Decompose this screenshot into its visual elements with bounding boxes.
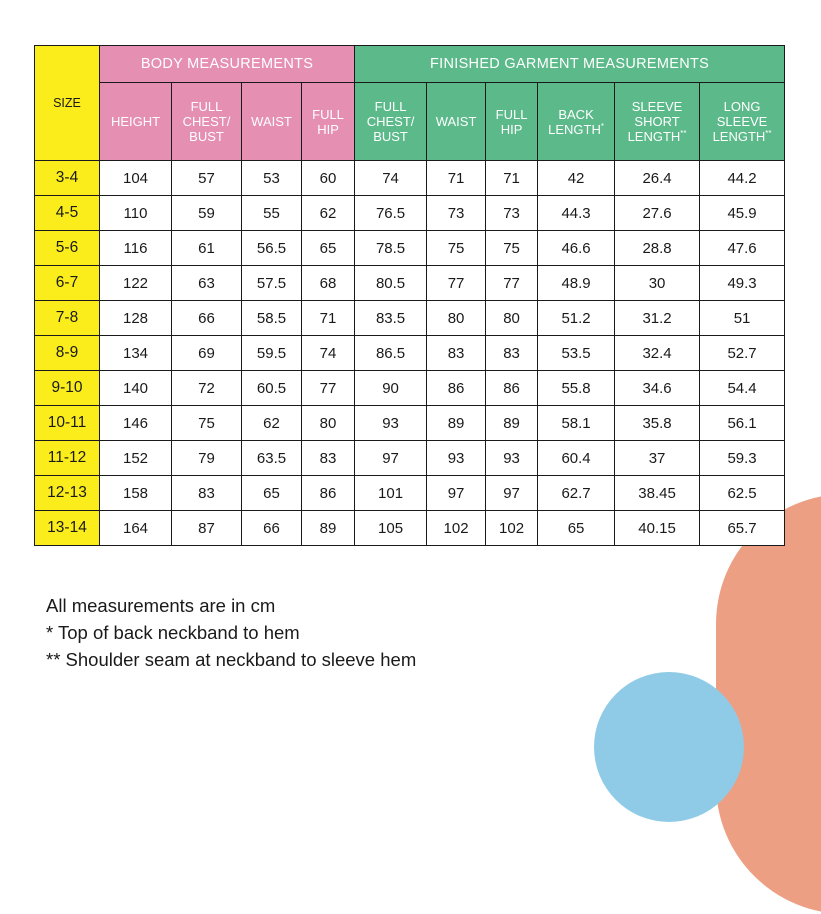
measurement-cell: 60.4 — [538, 441, 615, 476]
measurement-cell: 45.9 — [700, 196, 785, 231]
measurement-cell: 51.2 — [538, 301, 615, 336]
sleeve-short-length-label: SLEEVE SHORT LENGTH — [627, 99, 683, 144]
measurement-cell: 32.4 — [615, 336, 700, 371]
measurement-cell: 75 — [486, 231, 538, 266]
measurement-cell: 62.5 — [700, 476, 785, 511]
measurement-cell: 57 — [172, 161, 242, 196]
measurement-cell: 71 — [302, 301, 355, 336]
measurement-cell: 52.7 — [700, 336, 785, 371]
measurement-cell: 74 — [355, 161, 427, 196]
measurement-cell: 110 — [100, 196, 172, 231]
height-header: HEIGHT — [100, 83, 172, 161]
measurement-cell: 53 — [242, 161, 302, 196]
size-cell: 11-12 — [35, 441, 100, 476]
size-chart-body — [35, 161, 785, 546]
table-row — [35, 406, 785, 441]
column-header-row — [35, 83, 785, 161]
measurement-cell: 97 — [427, 476, 486, 511]
measurement-cell: 152 — [100, 441, 172, 476]
back-length-label: BACK LENGTH — [548, 106, 601, 137]
garment-chest-header: FULL CHEST/ BUST — [355, 83, 427, 161]
long-sleeve-length-header — [700, 83, 785, 161]
measurement-cell: 77 — [486, 266, 538, 301]
body-chest-header: FULL CHEST/ BUST — [172, 83, 242, 161]
measurement-cell: 65.7 — [700, 511, 785, 546]
measurement-cell: 63 — [172, 266, 242, 301]
measurement-cell: 86 — [486, 371, 538, 406]
measurement-cell: 58.5 — [242, 301, 302, 336]
measurement-cell: 80.5 — [355, 266, 427, 301]
measurement-cell: 59 — [172, 196, 242, 231]
garment-hip-header: FULL HIP — [486, 83, 538, 161]
measurement-cell: 158 — [100, 476, 172, 511]
measurement-cell: 60.5 — [242, 371, 302, 406]
body-measurements-header: BODY MEASUREMENTS — [100, 46, 355, 83]
size-cell: 4-5 — [35, 196, 100, 231]
measurement-cell: 78.5 — [355, 231, 427, 266]
long-sleeve-length-label: LONG SLEEVE LENGTH — [712, 99, 768, 144]
measurement-cell: 62 — [302, 196, 355, 231]
back-length-mark: * — [600, 121, 604, 131]
measurement-cell: 72 — [172, 371, 242, 406]
measurement-cell: 75 — [172, 406, 242, 441]
measurement-cell: 59.5 — [242, 336, 302, 371]
garment-waist-header: WAIST — [427, 83, 486, 161]
decorative-salmon-shape — [716, 494, 821, 914]
garment-measurements-header: FINISHED GARMENT MEASUREMENTS — [355, 46, 785, 83]
back-length-header — [538, 83, 615, 161]
measurement-cell: 104 — [100, 161, 172, 196]
body-waist-header: WAIST — [242, 83, 302, 161]
table-row — [35, 476, 785, 511]
measurement-cell: 65 — [538, 511, 615, 546]
measurement-cell: 134 — [100, 336, 172, 371]
measurement-cell: 105 — [355, 511, 427, 546]
units-note: All measurements are in cm — [46, 595, 276, 616]
back-length-footnote: * Top of back neckband to hem — [46, 622, 300, 643]
measurement-cell: 51 — [700, 301, 785, 336]
measurement-cell: 30 — [615, 266, 700, 301]
measurement-cell: 83 — [427, 336, 486, 371]
measurement-cell: 56.5 — [242, 231, 302, 266]
measurement-cell: 34.6 — [615, 371, 700, 406]
measurement-cell: 28.8 — [615, 231, 700, 266]
size-cell: 5-6 — [35, 231, 100, 266]
sleeve-length-footnote: ** Shoulder seam at neckband to sleeve hem — [46, 649, 417, 670]
measurement-cell: 146 — [100, 406, 172, 441]
measurement-cell: 46.6 — [538, 231, 615, 266]
measurement-cell: 102 — [427, 511, 486, 546]
measurement-cell: 37 — [615, 441, 700, 476]
table-row — [35, 511, 785, 546]
measurement-cell: 140 — [100, 371, 172, 406]
measurement-cell: 83 — [486, 336, 538, 371]
measurement-cell: 97 — [355, 441, 427, 476]
body-hip-header: FULL HIP — [302, 83, 355, 161]
measurement-cell: 66 — [172, 301, 242, 336]
measurement-cell: 31.2 — [615, 301, 700, 336]
measurement-cell: 89 — [486, 406, 538, 441]
measurement-cell: 90 — [355, 371, 427, 406]
measurement-cell: 93 — [486, 441, 538, 476]
measurement-cell: 77 — [302, 371, 355, 406]
measurement-cell: 86 — [427, 371, 486, 406]
measurement-cell: 89 — [427, 406, 486, 441]
measurement-cell: 66 — [242, 511, 302, 546]
measurement-cell: 122 — [100, 266, 172, 301]
table-row — [35, 266, 785, 301]
group-header-row — [35, 46, 785, 83]
measurement-cell: 83 — [172, 476, 242, 511]
measurement-cell: 38.45 — [615, 476, 700, 511]
measurement-cell: 80 — [427, 301, 486, 336]
measurement-cell: 89 — [302, 511, 355, 546]
measurement-cell: 44.3 — [538, 196, 615, 231]
size-cell: 3-4 — [35, 161, 100, 196]
measurement-cell: 116 — [100, 231, 172, 266]
size-cell: 9-10 — [35, 371, 100, 406]
measurement-cell: 71 — [486, 161, 538, 196]
measurement-cell: 40.15 — [615, 511, 700, 546]
measurement-cell: 62 — [242, 406, 302, 441]
table-row — [35, 371, 785, 406]
measurement-cell: 60 — [302, 161, 355, 196]
measurement-cell: 47.6 — [700, 231, 785, 266]
measurement-cell: 80 — [486, 301, 538, 336]
measurement-cell: 55.8 — [538, 371, 615, 406]
size-cell: 6-7 — [35, 266, 100, 301]
measurement-cell: 79 — [172, 441, 242, 476]
measurement-cell: 74 — [302, 336, 355, 371]
decorative-blue-circle — [594, 672, 744, 822]
measurement-cell: 63.5 — [242, 441, 302, 476]
size-cell: 8-9 — [35, 336, 100, 371]
size-cell: 7-8 — [35, 301, 100, 336]
measurement-cell: 80 — [302, 406, 355, 441]
table-row — [35, 161, 785, 196]
measurement-cell: 65 — [242, 476, 302, 511]
measurement-cell: 86 — [302, 476, 355, 511]
measurement-cell: 65 — [302, 231, 355, 266]
table-row — [35, 231, 785, 266]
measurement-cell: 57.5 — [242, 266, 302, 301]
measurement-cell: 83 — [302, 441, 355, 476]
measurement-cell: 101 — [355, 476, 427, 511]
measurement-cell: 77 — [427, 266, 486, 301]
measurement-cell: 75 — [427, 231, 486, 266]
measurement-cell: 61 — [172, 231, 242, 266]
measurement-cell: 42 — [538, 161, 615, 196]
measurement-cell: 58.1 — [538, 406, 615, 441]
measurement-cell: 93 — [355, 406, 427, 441]
measurement-cell: 128 — [100, 301, 172, 336]
table-row — [35, 196, 785, 231]
measurement-cell: 102 — [486, 511, 538, 546]
measurement-cell: 68 — [302, 266, 355, 301]
measurement-cell: 56.1 — [700, 406, 785, 441]
table-row — [35, 441, 785, 476]
measurement-cell: 48.9 — [538, 266, 615, 301]
table-row — [35, 336, 785, 371]
size-cell: 12-13 — [35, 476, 100, 511]
size-column-header: SIZE — [35, 46, 100, 161]
measurement-cell: 59.3 — [700, 441, 785, 476]
measurement-cell: 62.7 — [538, 476, 615, 511]
size-cell: 10-11 — [35, 406, 100, 441]
measurement-cell: 53.5 — [538, 336, 615, 371]
table-row — [35, 301, 785, 336]
measurement-cell: 35.8 — [615, 406, 700, 441]
measurement-cell: 71 — [427, 161, 486, 196]
measurement-cell: 27.6 — [615, 196, 700, 231]
measurement-cell: 73 — [427, 196, 486, 231]
measurement-cell: 97 — [486, 476, 538, 511]
notes — [46, 592, 416, 673]
measurement-cell: 86.5 — [355, 336, 427, 371]
size-chart-table — [34, 45, 785, 546]
measurement-cell: 73 — [486, 196, 538, 231]
sleeve-short-length-header — [615, 83, 700, 161]
measurement-cell: 87 — [172, 511, 242, 546]
measurement-cell: 55 — [242, 196, 302, 231]
size-cell: 13-14 — [35, 511, 100, 546]
measurement-cell: 26.4 — [615, 161, 700, 196]
measurement-cell: 69 — [172, 336, 242, 371]
measurement-cell: 44.2 — [700, 161, 785, 196]
measurement-cell: 93 — [427, 441, 486, 476]
measurement-cell: 83.5 — [355, 301, 427, 336]
sleeve-short-length-mark: ** — [680, 129, 687, 138]
measurement-cell: 54.4 — [700, 371, 785, 406]
measurement-cell: 76.5 — [355, 196, 427, 231]
measurement-cell: 49.3 — [700, 266, 785, 301]
long-sleeve-length-mark: ** — [765, 129, 772, 138]
measurement-cell: 164 — [100, 511, 172, 546]
